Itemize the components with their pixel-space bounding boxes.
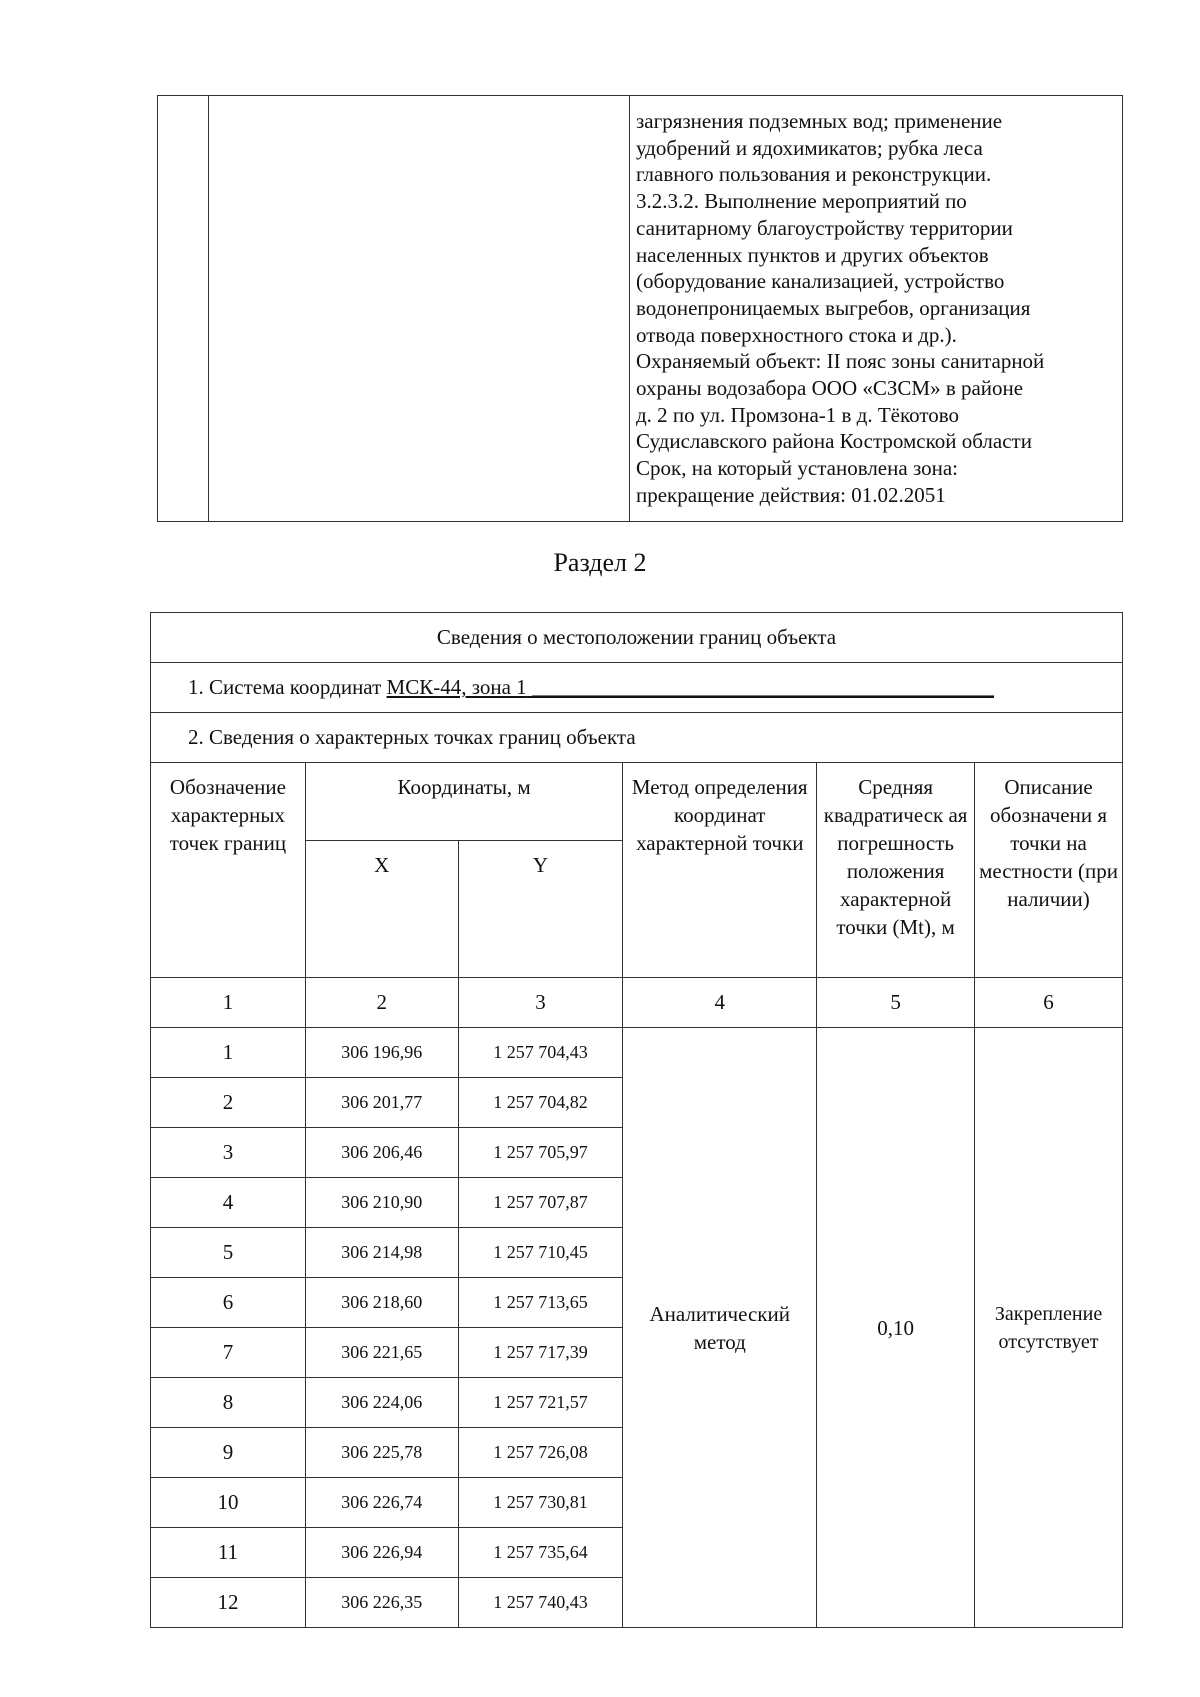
text-line: прекращение действия: 01.02.2051 bbox=[636, 482, 946, 507]
point-x: 306 214,98 bbox=[305, 1228, 458, 1278]
coordinate-system-name: МСК-44, зона 1 bbox=[386, 675, 527, 699]
point-x: 306 218,60 bbox=[305, 1278, 458, 1328]
continuation-table bbox=[157, 95, 1123, 522]
continuation-cell-text bbox=[630, 96, 1123, 522]
point-y: 1 257 710,45 bbox=[458, 1228, 623, 1278]
column-number: 2 bbox=[305, 978, 458, 1028]
point-y: 1 257 730,81 bbox=[458, 1478, 623, 1528]
point-number: 6 bbox=[151, 1278, 306, 1328]
column-number: 3 bbox=[458, 978, 623, 1028]
text-line: отвода поверхностного стока и др.). bbox=[636, 322, 957, 347]
method-value: Аналитический метод bbox=[623, 1028, 817, 1628]
text-line: (оборудование канализацией, устройство bbox=[636, 269, 1005, 294]
point-number: 9 bbox=[151, 1428, 306, 1478]
point-y: 1 257 717,39 bbox=[458, 1328, 623, 1378]
point-number: 2 bbox=[151, 1078, 306, 1128]
point-y: 1 257 704,82 bbox=[458, 1078, 623, 1128]
point-x: 306 201,77 bbox=[305, 1078, 458, 1128]
point-number: 1 bbox=[151, 1028, 306, 1078]
point-y: 1 257 707,87 bbox=[458, 1178, 623, 1228]
points-info-row: 2. Сведения о характерных точках границ объекта bbox=[151, 713, 1123, 763]
text-line: д. 2 по ул. Промзона-1 в д. Тёкотово bbox=[636, 402, 960, 427]
header-point-designation: Обозначение характерных точек границ bbox=[151, 763, 306, 978]
point-x: 306 221,65 bbox=[305, 1328, 458, 1378]
error-value: 0,10 bbox=[817, 1028, 975, 1628]
column-number: 6 bbox=[975, 978, 1123, 1028]
header-method: Метод определения координат характерной точки bbox=[623, 763, 817, 978]
point-number: 8 bbox=[151, 1378, 306, 1428]
text-line: удобрений и ядохимикатов; рубка леса bbox=[636, 135, 983, 160]
point-x: 306 224,06 bbox=[305, 1378, 458, 1428]
table-title: Сведения о местоположении границ объекта bbox=[151, 613, 1123, 663]
restriction-text bbox=[630, 96, 1122, 509]
text-line: Охраняемый объект: II пояс зоны санитарной bbox=[636, 349, 1045, 374]
text-line: населенных пунктов и других объектов bbox=[636, 242, 989, 267]
column-number: 4 bbox=[623, 978, 817, 1028]
header-y: Y bbox=[458, 841, 623, 978]
point-x: 306 196,96 bbox=[305, 1028, 458, 1078]
point-number: 11 bbox=[151, 1528, 306, 1578]
text-line: водонепроницаемых выгребов, организация bbox=[636, 295, 1031, 320]
point-number: 4 bbox=[151, 1178, 306, 1228]
point-y: 1 257 721,57 bbox=[458, 1378, 623, 1428]
text-line: главного пользования и реконструкции. bbox=[636, 162, 992, 187]
header-coordinates: Координаты, м bbox=[305, 763, 622, 841]
point-x: 306 225,78 bbox=[305, 1428, 458, 1478]
point-y: 1 257 704,43 bbox=[458, 1028, 623, 1078]
point-y: 1 257 740,43 bbox=[458, 1578, 623, 1628]
point-x: 306 206,46 bbox=[305, 1128, 458, 1178]
point-y: 1 257 713,65 bbox=[458, 1278, 623, 1328]
text-line: санитарному благоустройству территории bbox=[636, 215, 1013, 240]
text-line: Судиславского района Костромской области bbox=[636, 429, 1032, 454]
column-number: 1 bbox=[151, 978, 306, 1028]
point-x: 306 210,90 bbox=[305, 1178, 458, 1228]
boundary-points-table bbox=[150, 612, 1123, 1628]
coordinate-system-fill: ____________________________________________ bbox=[526, 675, 994, 699]
text-line: загрязнения подземных вод; применение bbox=[636, 109, 1003, 133]
coordinate-system-label: 1. Система координат bbox=[188, 675, 387, 699]
point-number: 3 bbox=[151, 1128, 306, 1178]
point-number: 10 bbox=[151, 1478, 306, 1528]
text-line: охраны водозабора ООО «СЗСМ» в районе bbox=[636, 376, 1024, 401]
header-mean-error: Средняя квадратическ ая погрешность положения характерной точки (Mt), м bbox=[817, 763, 975, 978]
continuation-cell-1 bbox=[158, 96, 209, 522]
point-y: 1 257 726,08 bbox=[458, 1428, 623, 1478]
continuation-cell-2 bbox=[209, 96, 630, 522]
header-description: Описание обозначени я точки на местности (при наличии) bbox=[975, 763, 1123, 978]
point-number: 7 bbox=[151, 1328, 306, 1378]
point-x: 306 226,94 bbox=[305, 1528, 458, 1578]
point-x: 306 226,74 bbox=[305, 1478, 458, 1528]
coordinate-system-value bbox=[387, 675, 994, 699]
section-title: Раздел 2 bbox=[553, 548, 647, 577]
text-line: 3.2.3.2. Выполнение мероприятий по bbox=[636, 189, 967, 214]
description-value: Закрепление отсутствует bbox=[975, 1028, 1123, 1628]
coordinate-system-row bbox=[151, 663, 1123, 713]
header-x: X bbox=[305, 841, 458, 978]
text-line: Срок, на который установлена зона: bbox=[636, 456, 959, 481]
point-y: 1 257 705,97 bbox=[458, 1128, 623, 1178]
table-row bbox=[151, 1028, 1123, 1078]
point-number: 5 bbox=[151, 1228, 306, 1278]
column-number: 5 bbox=[817, 978, 975, 1028]
point-y: 1 257 735,64 bbox=[458, 1528, 623, 1578]
point-number: 12 bbox=[151, 1578, 306, 1628]
point-x: 306 226,35 bbox=[305, 1578, 458, 1628]
